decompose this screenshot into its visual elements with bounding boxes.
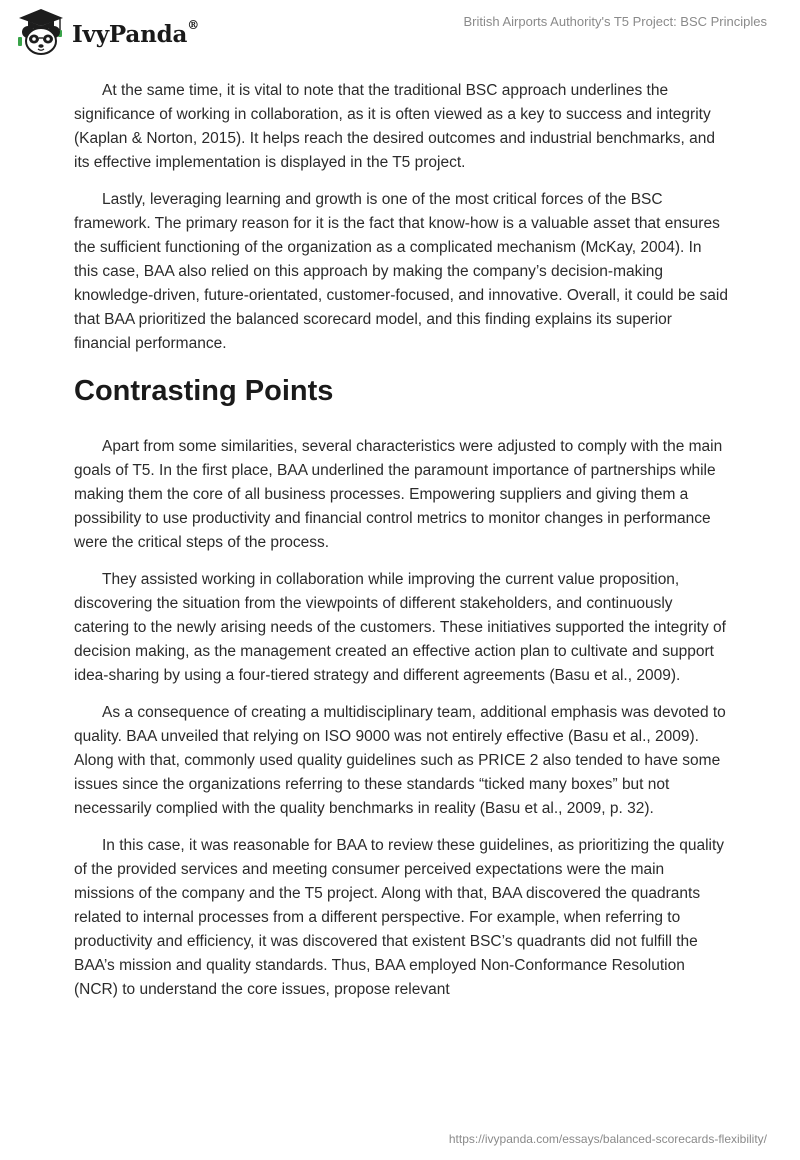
paragraph: As a consequence of creating a multidisciplinary team, additional emphasis was devoted to quality. BAA unveiled that relying on ISO 9000 was not entirely effective (Basu et al., 2009). Along with that, commonly used quality guidelines such as PRICE 2 also tended to have some issues since the organizations referring to these standards “ticked many boxes” but not necessarily complied with the quality benchmarks in reality (Basu et al., 2009, p. 32). [74,704,726,817]
brand-logo[interactable] [14,7,199,57]
source-url[interactable]: https://ivypanda.com/essays/balanced-scorecards-flexibility/ [448,1132,767,1146]
document-title: British Airports Authority's T5 Project: BSC Principles [463,14,767,29]
paragraph: In this case, it was reasonable for BAA to review these guidelines, as prioritizing the quality of the provided services and meeting consumer perceived expectations were the main missions of the company and the T5 project. Along with that, BAA discovered the quadrants related to internal processes from a different perspective. For example, when referring to productivity and efficiency, it was discovered that existent BSC’s quadrants did not fulfill the BAA’s mission and quality standards. Thus, BAA employed Non-Conformance Resolution (NCR) to understand the core issues, propose relevant [74,837,725,998]
paragraph: Lastly, leveraging learning and growth is one of the most critical forces of the BSC framework. The primary reason for it is the fact that know-how is a valuable asset that ensures the sufficient functioning of the organization as a complicated mechanism (McKay, 2004). In this case, BAA also relied on this approach by making the company’s decision-making knowledge-driven, future-orientated, customer-focused, and innovative. Overall, it could be said that BAA prioritized the balanced scorecard model, and this finding explains its superior financial performance. [74,191,728,352]
section-heading: Contrasting Points [74,375,334,407]
page-header [0,0,800,60]
essay-body [74,79,728,1015]
paragraph: Apart from some similarities, several characteristics were adjusted to comply with the main goals of T5. In the first place, BAA underlined the paramount importance of partnerships while making them the core of all business processes. Empowering suppliers and giving them a possibility to use productivity and financial control metrics to monitor changes in performance were the critical steps of the process. [74,438,723,551]
paragraph: At the same time, it is vital to note that the traditional BSC approach underlines the significance of working in collaboration, as it is often viewed as a key to success and integrity (Kaplan & Norton, 2015). It helps reach the desired outcomes and industrial benchmarks, and its effective implementation is displayed in the T5 project. [74,82,716,171]
brand-name: IvyPanda® [72,17,199,48]
paragraph: They assisted working in collaboration while improving the current value proposition, discovering the situation from the viewpoints of different stakeholders, and continuously catering to the newly arising needs of the customers. These initiatives supported the integrity of decision making, as the management created an effective action plan to cultivate and support idea-sharing by using a four-tiered strategy and different agreements (Basu et al., 2009). [74,571,726,684]
panda-graduate-icon [14,7,68,57]
